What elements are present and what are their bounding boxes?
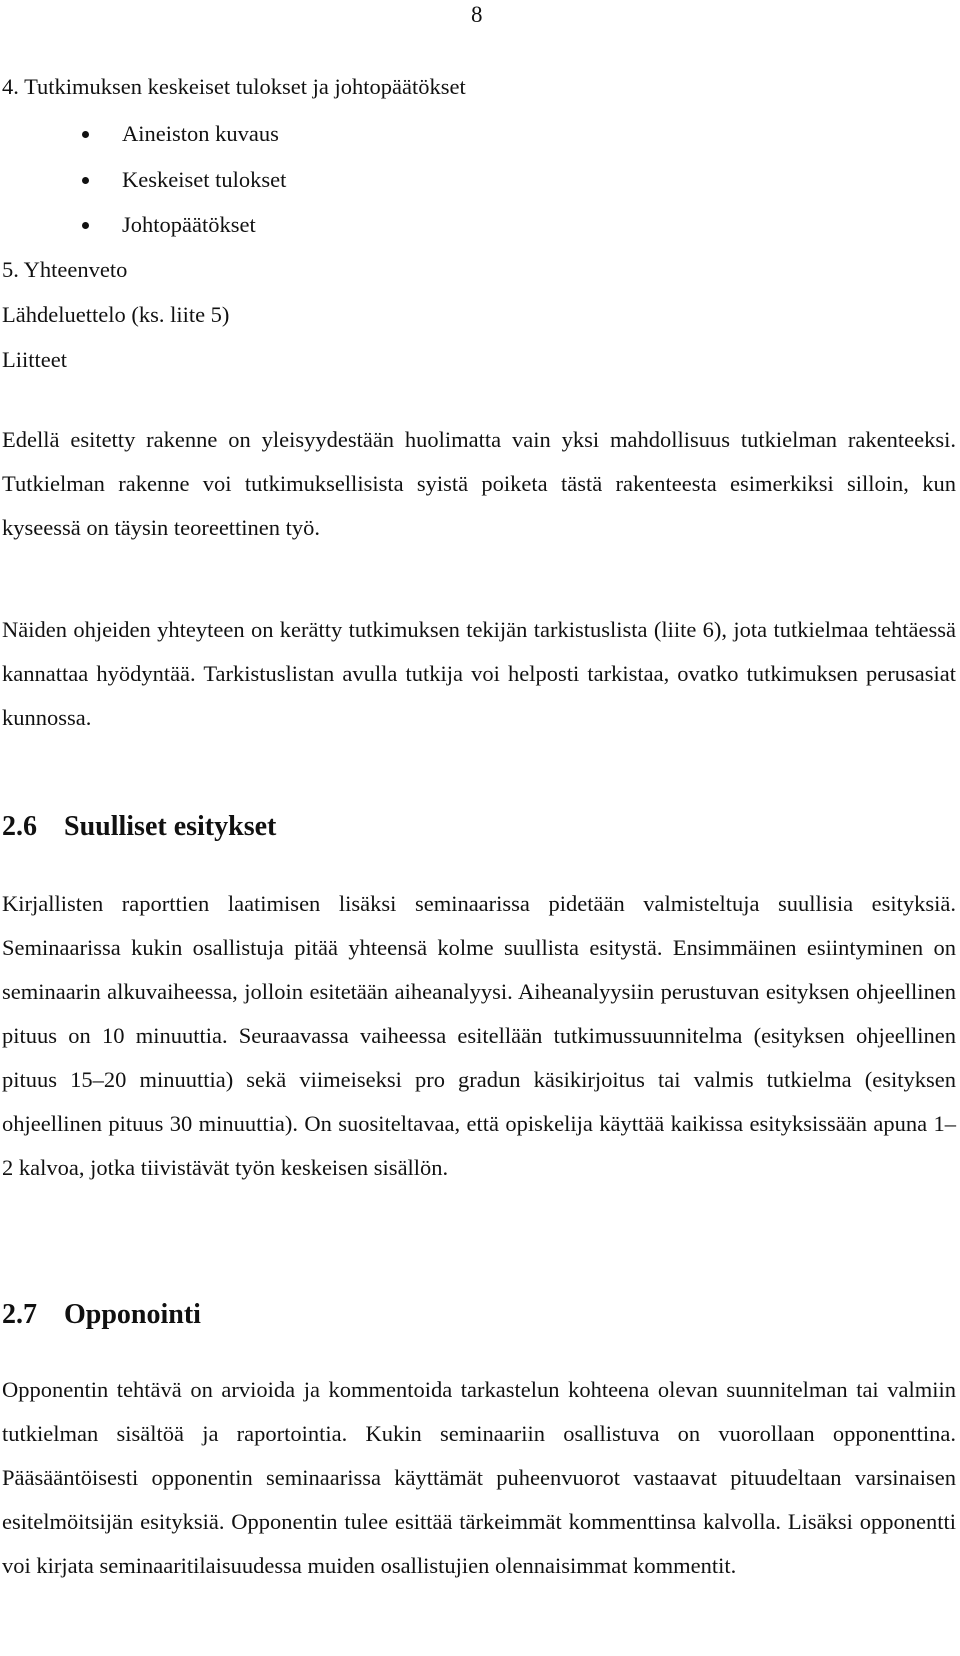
section-title: Suulliset esitykset — [64, 811, 277, 842]
bullet-icon — [82, 177, 89, 184]
checklist-paragraph: Näiden ohjeiden yhteyteen on kerätty tutkimuksen tekijän tarkistuslista (liite 6), jota tutkielmaa tehtäessä kannattaa hyödyntää. Tarkistuslistan avulla tutkija voi helposti tarkistaa, ovatko tutkimuksen perusasiat kunnossa. — [2, 617, 956, 730]
outline-section-4: 4. Tutkimuksen keskeiset tulokset ja johtopäätökset — [2, 74, 466, 99]
structure-paragraph: Edellä esitetty rakenne on yleisyydestään huolimatta vain yksi mahdollisuus tutkielman rakenteeksi. Tutkielman rakenne voi tutkimuksellisista syistä poiketa tästä rakenteesta esimerkiksi silloin, kun kyseessä on täysin teoreettinen työ. — [2, 427, 956, 540]
page-number: 8 — [471, 2, 483, 27]
opposition-paragraph: Opponentin tehtävä on arvioida ja kommentoida tarkastelun kohteena olevan suunnitelman tai valmiin tutkielman sisältöä ja raportointia. Kukin seminaariin osallistuva on vuorollaan opponenttina. Pääsääntöisesti opponentin seminaarissa käyttämät puheenvuorot vastaavat pituudeltaan varsinaisen esitelmöitsijän esityksiä. Opponentin tulee esittää tärkeimmät kommenttinsa kalvolla. Lisäksi opponentti voi kirjata seminaaritilaisuudessa muiden osallistujien olennaisimmat kommentit. — [2, 1377, 956, 1578]
outline-section-5: 5. Yhteenveto — [2, 257, 128, 282]
bullet-icon — [82, 222, 89, 229]
bullet-label: Aineiston kuvaus — [122, 121, 279, 146]
bullet-icon — [82, 131, 89, 138]
section-title: Opponointi — [64, 1299, 201, 1330]
section-number: 2.6 — [2, 811, 37, 842]
outline-appendices: Liitteet — [2, 347, 67, 372]
bullet-label: Keskeiset tulokset — [122, 167, 287, 192]
section-heading-2-7 — [2, 1298, 201, 1332]
outline-references: Lähdeluettelo (ks. liite 5) — [2, 302, 230, 327]
bullet-label: Johtopäätökset — [122, 212, 256, 237]
section-heading-2-6 — [2, 810, 276, 844]
section-number: 2.7 — [2, 1299, 37, 1330]
oral-presentations-paragraph: Kirjallisten raporttien laatimisen lisäksi seminaarissa pidetään valmisteltuja suullisia esityksiä. Seminaarissa kukin osallistuja pitää yhteensä kolme suullista esitystä. Ensimmäinen esiintyminen on seminaarin alkuvaiheessa, jolloin esitetään aiheanalyysi. Aiheanalyysiin perustuvan esityksen ohjeellinen pituus on 10 minuuttia. Seuraavassa vaiheessa esitellään tutkimussuunnitelma (esityksen ohjeellinen pituus 15–20 minuuttia) sekä viimeiseksi pro gradun käsikirjoitus tai valmis tutkielma (esityksen ohjeellinen pituus 30 minuuttia). On suositeltavaa, että opiskelija käyttää kaikissa esityksissään apuna 1–2 kalvoa, jotka tiivistävät työn keskeisen sisällön. — [2, 891, 956, 1180]
